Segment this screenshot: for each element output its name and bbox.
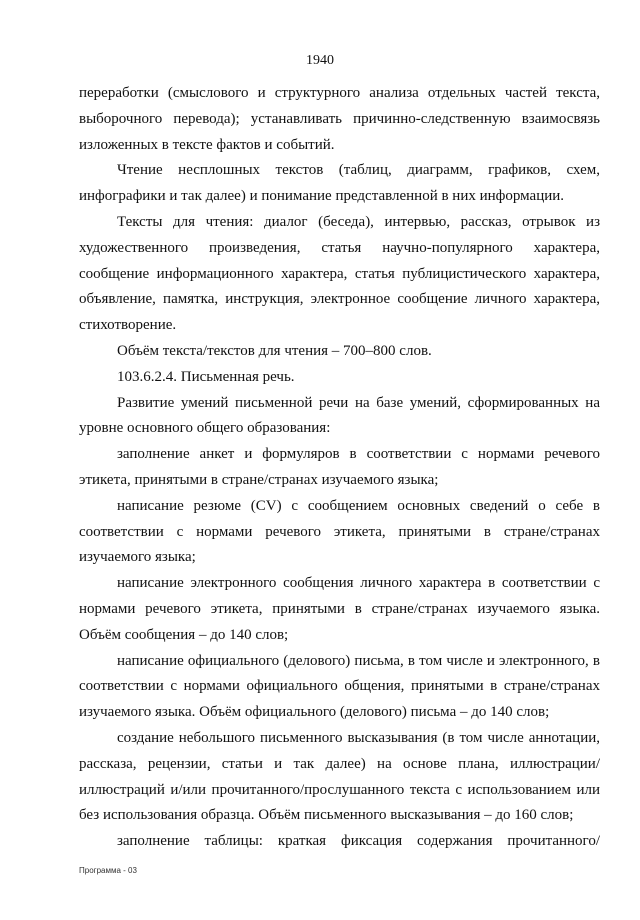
section-heading-written-speech: 103.6.2.4. Письменная речь. [117,368,295,385]
list-item-forms: заполнение анкет и формуляров в соответствии с нормами речевого этикета, принятыми в стране/странах изучаемого языка; [79,446,600,488]
list-item-resume: написание резюме (CV) с сообщением основных сведений о себе в соответствии с нормами речевого этикета, принятыми в стране/странах изучаемого языка; [79,497,600,566]
list-item-table: заполнение таблицы: краткая фиксация содержания прочитанного/ [117,833,600,850]
list-item-email: написание электронного сообщения личного характера в соответствии с нормами речевого этикета, принятыми в стране/странах изучаемого языка. Объём сообщения – до 140 слов; [79,575,600,643]
paragraph-reading-volume: Объём текста/текстов для чтения – 700–800 слов. [117,342,432,359]
paragraph-continuation: переработки (смыслового и структурного анализа отдельных частей текста, выборочного перевода); устанавливать причинно-следственную взаимосвязь изложенных в тексте фактов и событий. [79,85,600,153]
paragraph-non-continuous-texts: Чтение несплошных текстов (таблиц, диаграмм, графиков, схем, инфографики и так далее) и понимание представленной в них информации. [79,162,600,205]
page-number: 1940 [306,53,334,68]
document-body [79,81,600,855]
list-item-written-statement: создание небольшого письменного высказывания (в том числе аннотации, рассказа, рецензии, статьи и так далее) на основе плана, иллюстрации/ иллюстраций и/или прочитанного/прослушанного текста с использованием или без использования образца. Объём письменного высказывания – до 160 слов; [79,729,600,824]
page-footer: Программа - 03 [79,866,137,875]
paragraph-reading-texts: Тексты для чтения: диалог (беседа), интервью, рассказ, отрывок из художественного произведения, статья научно-популярного характера, сообщение информационного характера, статья публицистического характера, объявление, памятка, инструкция, электронное сообщение личного характера, стихотворение. [79,213,600,334]
paragraph-writing-skills-intro: Развитие умений письменной речи на базе умений, сформированных на уровне основного общего образования: [79,394,600,437]
list-item-official-letter: написание официального (делового) письма, в том числе и электронного, в соответствии с нормами официального общения, принятыми в стране/странах изучаемого языка. Объём официального (делового) письма – до 140 слов; [79,652,600,721]
